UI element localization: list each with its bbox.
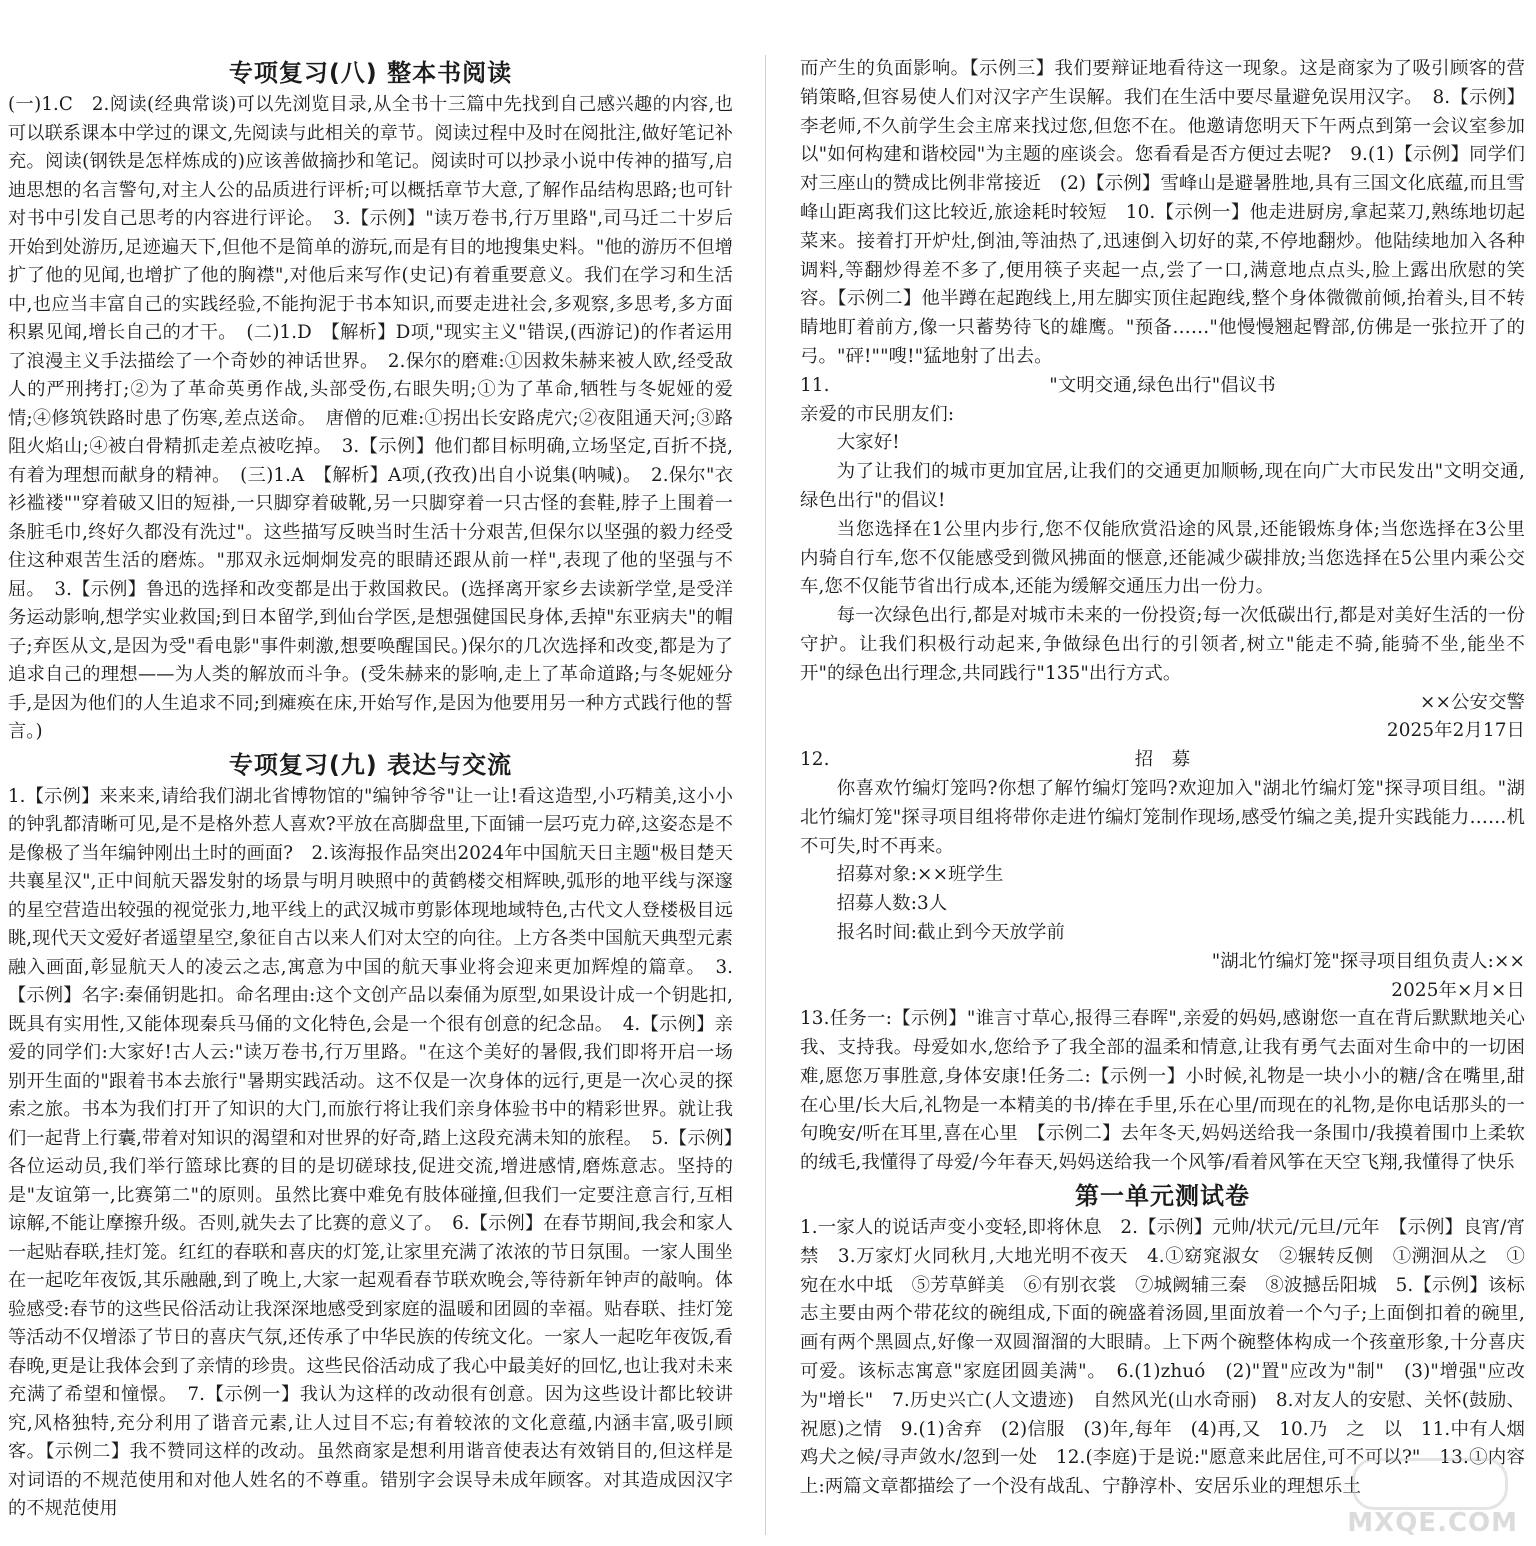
section-9-body: 1.【示例】来来来,请给我们湖北省博物馆的"编钟爷爷"让一让!看这造型,小巧精美,这小小的钟乳都清晰可见,是不是格外惹人喜欢?平放在高脚盘里,下面铺一层巧克力碎,这姿态是不是像极了当年编钟刚出土时的画面? 2.该海报作品突出2024年中国航天日主题"极目楚天 共襄星汉",正中间航天器发射的场景与明月映照中的黄鹤楼交相辉映,弧形的地平线与深邃的星空营造出较强的视觉张力,地平线上的武汉城市剪影体现地域特色,古代文人登楼极目远眺,现代天文爱好者遥望星空,象征自古以来人们对太空的向往。上方各类中国航天典型元素融入画面,彰显航天人的凌云之志,寓意为中国的航天事业将会迎来更加辉煌的篇章。 3.【示例】名字:秦俑钥匙扣。命名理由:这个文创产品以秦俑为原型,如果设计成一个钥匙扣,既具有实用性,又能体现秦兵马俑的文化特色,会是一个很有创意的纪念品。 4.【示例】亲爱的同学们:大家好!古人云:"读万卷书,行万里路。"在这个美好的暑假,我们即将开启一场别开生面的"跟着书本去旅行"暑期实践活动。这不仅是一次身体的远行,更是一次心灵的探索之旅。书本为我们打开了知识的大门,而旅行将让我们亲身体验书中的精彩世界。就让我们一起背上行囊,带着对知识的渴望和对世界的好奇,踏上这段充满未知的旅程。 5.【示例】各位运动员,我们举行篮球比赛的目的是切磋球技,促进交流,增进感情,磨炼意志。坚持的是"友谊第一,比赛第二"的原则。虽然比赛中难免有肢体碰撞,但我们一定要注意言行,互相谅解,不能让摩擦升级。否则,就失去了比赛的意义了。 6.【示例】在春节期间,我会和家人一起贴春联,挂灯笼。红红的春联和喜庆的灯笼,让家里充满了浓浓的节日氛围。一家人围坐在一起吃年夜饭,其乐融融,到了晚上,大家一起观看春节联欢晚会,等待新年钟声的敲响。体验感受:春节的这些民俗活动让我深深地感受到家庭的温暖和团圆的幸福。贴春联、挂灯笼等活动不仅增添了节日的喜庆气氛,还传承了中华民族的传统文化。一家人一起吃年夜饭,看春晚,更是让我体会到了亲情的珍贵。这些民俗活动成了我心中最美好的回忆,也让我对未来充满了希望和憧憬。 7.【示例一】我认为这样的改动很有创意。因为这些设计都比较讲究,风格独特,充分利用了谐音元素,让人过目不忘;有着较浓的文化意蕴,内涵丰富,吸引顾客。【示例二】我不赞同这样的改动。虽然商家是想利用谐音使表达有效销目的,但这样是对词语的不规范使用和对他人姓名的不尊重。错别字会误导未成年顾客。对其造成因汉字的不规范使用 <box>8 785 752 1519</box>
section-9-continued: 而产生的负面影响。【示例三】我们要辩证地看待这一现象。这是商家为了吸引顾客的营销策略,但容易使人们对汉字产生误解。我们在生活中要尽量避免误用汉字。 8.【示例】李老师,不久前学生会主席来找过您,但您不在。他邀请您明天下午两点到第一会议室参加以"如何构建和谐校园"为主题的座谈会。您看看是否方便过去呢? 9.(1)【示例】同学们对三座山的赞成比例非常接近 (2)【示例】雪峰山是避暑胜地,具有三国文化底蕴,而且雪峰山距离我们这比较近,旅途耗时较短 10.【示例一】他走进厨房,拿起菜刀,熟练地切起菜来。接着打开炉灶,倒油,等油热了,迅速倒入切好的菜,不停地翻炒。他陆续地加入各种调料,等翻炒得差不多了,便用筷子夹起一点,尝了一口,满意地点点头,脸上露出欣慰的笑容。【示例二】他半蹲在起跑线上,用左脚实顶住起跑线,整个身体微微前倾,抬着头,目不转睛地盯着前方,像一只蓄势待飞的雄鹰。"预备……"他慢慢翘起臀部,仿佛是一张拉开了的弓。"砰!""嗖!"猛地射了出去。 <box>800 58 1525 367</box>
question-11-number: 11. <box>800 374 830 396</box>
recruit-title: 招 募 <box>1134 749 1191 771</box>
recruit-date: 2025年×月×日 <box>1391 979 1525 1001</box>
question-13: 13.任务一:【示例】"谁言寸草心,报得三春晖",亲爱的妈妈,感谢您一直在背后默默地关心我、支持我。母爱如水,您给予了我全部的温柔和情意,让我有勇气去面对生命中的一切困难,愿您万事胜意,身体安康!任务二:【示例一】小时候,礼物是一块小小的糖/含在嘴里,甜在心里/长大后,礼物是一本精美的书/捧在手里,乐在心里/而现在的礼物,是你电话那头的一句晚安/听在耳里,喜在心里 【示例二】去年冬天,妈妈送给我一条围巾/我摸着围巾上柔软的绒毛,我懂得了母爱/今年春天,妈妈送给我一个风筝/看着风筝在天空飞翔,我懂得了快乐 <box>800 1008 1525 1174</box>
recruit-count: 招募人数:3人 <box>836 893 948 915</box>
question-12-number: 12. <box>800 749 830 771</box>
proposal-signature: ××公安交警 <box>1420 691 1525 713</box>
section-title-8: 专项复习(八) 整本书阅读 <box>228 59 513 87</box>
unit-test-answers: 1.一家人的说话声变小变轻,即将休息 2.【示例】元帅/状元/元旦/元年 【示例】良宵/宵禁 3.万家灯火同秋月,大地光明不夜天 4.①窈窕淑女 ②辗转反侧 ①溯洄从之 ①宛在水中坻 ⑤芳草鲜美 ⑥有别衣裳 ⑦城阙辅三秦 ⑧波撼岳阳城 5.【示例】该标志主要由两个带花纹的碗组成,下面的碗盛着汤圆,里面放着一个勺子;上面倒扣着的碗里,画有两个黑圆点,好像一双圆溜溜的大眼睛。上下两个碗整体构成一个孩童形象,十分喜庆可爱。该标志寓意"家庭团圆美满"。 6.(1)zhuó (2)"置"应改为"制" (3)"增强"应改为"增长" 7.历史兴亡(人文遗迹) 自然风光(山水奇丽) 8.对友人的安慰、关怀(鼓励、祝愿)之情 9.(1)舍弃 (2)信服 (3)年,每年 (4)再,又 10.乃 之 以 11.中有人烟鸡犬之候/寻声敛水/忽到一处 12.(李庭)于是说:"愿意来此居住,可不可以?" 13.①内容上:两篇文章都描绘了一个没有战乱、宁静淳朴、安居乐业的理想乐土 <box>800 1217 1525 1498</box>
proposal-paragraph-2: 当您选择在1公里内步行,您不仅能欣赏沿途的风景,还能锻炼身体;当您选择在3公里内骑自行车,您不仅能感受到微风拂面的惬意,还能减少碳排放;当您选择在5公里内乘公交车,您不仅能节省出行成本,还能为缓解交通压力出一份力。 <box>800 518 1525 598</box>
proposal-greeting: 大家好! <box>836 432 900 454</box>
watermark-badge-icon <box>1352 1458 1508 1510</box>
recruit-deadline: 报名时间:截止到今天放学前 <box>836 921 1065 943</box>
proposal-salutation: 亲爱的市民朋友们: <box>800 403 955 425</box>
proposal-paragraph-3: 每一次绿色出行,都是对城市未来的一份投资;每一次低碳出行,都是对美好生活的一份守护。让我们积极行动起来,争做绿色出行的引领者,树立"能走不骑,能骑不坐,能坐不开"的绿色出行理念,共同践行"135"出行方式。 <box>800 605 1525 684</box>
question-11 <box>800 372 1525 401</box>
recruit-signature: "湖北竹编灯笼"探寻项目组负责人:×× <box>1211 950 1525 972</box>
question-12 <box>800 746 1525 775</box>
right-column <box>800 55 1525 1502</box>
recruit-paragraph: 你喜欢竹编灯笼吗?你想了解竹编灯笼吗?欢迎加入"湖北竹编灯笼"探寻项目组。"湖北竹编灯笼"探寻项目组将带你走进竹编灯笼制作现场,感受竹编之美,提升实践能力……机不可失,时不再来。 <box>800 777 1525 857</box>
unit-test-title: 第一单元测试卷 <box>1075 1182 1250 1211</box>
proposal-date: 2025年2月17日 <box>1386 720 1525 742</box>
column-divider <box>765 55 766 1535</box>
section-title-9: 专项复习(九) 表达与交流 <box>228 750 513 779</box>
proposal-title: "文明交通,绿色出行"倡议书 <box>1049 374 1276 396</box>
watermark-text: MXQE.COM <box>1347 1508 1518 1538</box>
section-8-body: (一)1.C 2.阅读(经典常谈)可以先浏览目录,从全书十三篇中先找到自己感兴趣的内容,也可以联系课本中学过的课文,先阅读与此相关的章节。阅读过程中及时在阅批注,做好笔记补充。阅读(钢铁是怎样炼成的)应该善做摘抄和笔记。阅读时可以抄录小说中传神的描写,启迪思想的名言警句,对主人公的品质进行评析;可以概括章节大意,了解作品结构思路;也可针对书中引发自己思考的内容进行评论。 3.【示例】"读万卷书,行万里路",司马迁二十岁后开始到处游历,足迹遍天下,但他不是简单的游玩,而是有目的地搜集史料。"他的游历不但增扩了他的见闻,也增扩了他的胸襟",对他后来写作(史记)有着重要意义。我们在学习和生活中,也应当丰富自己的实践经验,不能拘泥于书本知识,而要走进社会,多观察,多思考,多方面积累见闻,增长自己的才干。 (二)1.D 【解析】D项,"现实主义"错误,(西游记)的作者运用了浪漫主义手法描绘了一个奇妙的神话世界。 2.保尔的磨难:①因救朱赫来被人欧,经受敌人的严刑拷打;②为了革命英勇作战,头部受伤,右眼失明;①为了革命,牺牲与冬妮娅的爱情;④修筑铁路时患了伤寒,差点送命。 唐僧的厄难:①拐出长安路虎穴;②夜阻通天河;③路阻火焰山;④被白骨精抓走差点被吃掉。 3.【示例】他们都目标明确,立场坚定,百折不挠,有着为理想而献身的精神。 (三)1.A 【解析】A项,(孜孜)出自小说集(呐喊)。 2.保尔"衣衫褴褛""穿着破又旧的短褂,一只脚穿着破靴,另一只脚穿着一只古怪的套鞋,脖子上围着一条脏毛巾,终好久都没有洗过"。这些描写反映当时生活十分艰苦,但保尔以坚强的毅力经受住这种艰苦生活的磨炼。"那双永远炯炯发亮的眼睛还跟从前一样",表现了他的坚强与不屈。 3.【示例】鲁迅的选择和改变都是出于救国救民。(选择离开家乡去读新学堂,是受洋务运动影响,想学实业救国;到日本留学,到仙台学医,是想强健国民身体,丢掉"东亚病夫"的帽子;弃医从文,是因为受"看电影"事件刺激,想要唤醒国民。)保尔的几次选择和改变,都是为了追求自己的理想——为人类的解放而斗争。(受朱赫来的影响,走上了革命道路;与冬妮娅分手,是因为他们的人生追求不同;到瘫痪在床,开始写作,是因为他要用另一种方式践行他的誓言。) <box>8 94 733 742</box>
recruit-target: 招募对象:××班学生 <box>836 864 1004 886</box>
watermark-logo <box>1328 1458 1518 1538</box>
proposal-paragraph-1: 为了让我们的城市更加宜居,让我们的交通更加顺畅,现在向广大市民发出"文明交通,绿色出行"的倡议! <box>800 461 1525 511</box>
left-column <box>8 55 752 1524</box>
